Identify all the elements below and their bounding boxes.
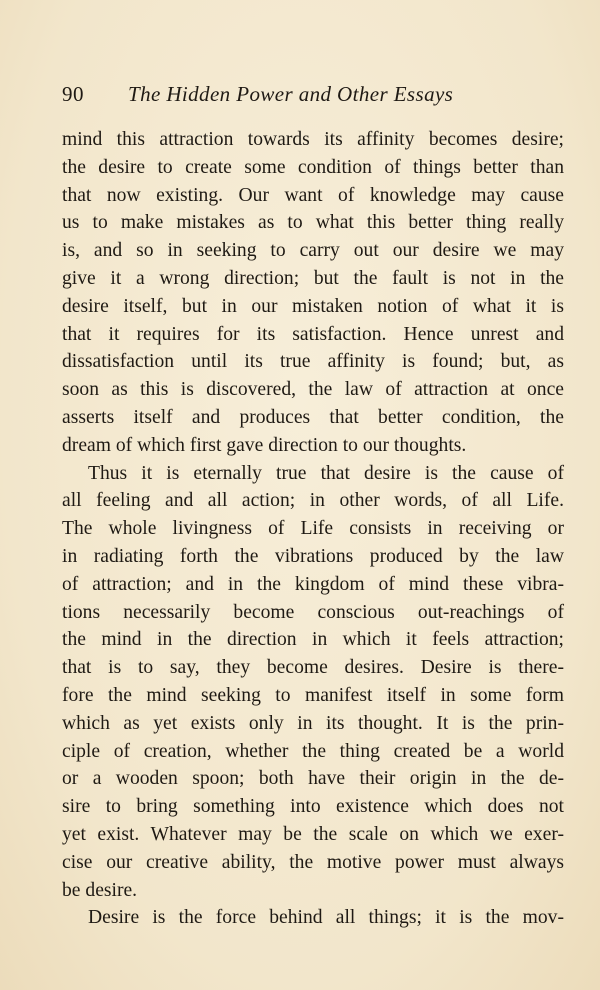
text-line: Desire is the force behind all things; it is the mov- bbox=[88, 907, 564, 929]
text-line: all feeling and all action; in other words, of all Life. bbox=[62, 490, 564, 512]
text-line: of attraction; and in the kingdom of mind these vibra- bbox=[62, 573, 564, 595]
text-line: sire to bring something into existence which does not bbox=[62, 796, 564, 818]
text-line: fore the mind seeking to manifest itself in some form bbox=[62, 684, 564, 706]
paragraph-2 bbox=[62, 460, 564, 905]
text-line: or a wooden spoon; both have their origin in the de- bbox=[62, 768, 564, 790]
running-title: The Hidden Power and Other Essays bbox=[128, 82, 454, 106]
text-line: us to make mistakes as to what this better thing really bbox=[62, 212, 564, 234]
text-line: cise our creative ability, the motive power must always bbox=[62, 851, 564, 873]
text-line: is, and so in seeking to carry out our desire we may bbox=[62, 240, 564, 262]
text-line: that is to say, they become desires. Desire is there- bbox=[62, 657, 564, 679]
text-line: Thus it is eternally true that desire is the cause of bbox=[88, 462, 564, 484]
text-line: that now existing. Our want of knowledge may cause bbox=[62, 184, 564, 206]
text-line: mind this attraction towards its affinity becomes desire; bbox=[62, 129, 564, 150]
text-line: which as yet exists only in its thought. It is the prin- bbox=[62, 712, 564, 734]
text-line: be desire. bbox=[62, 879, 138, 901]
text-line: The whole livingness of Life consists in receiving or bbox=[62, 518, 564, 540]
paragraph-3 bbox=[62, 904, 564, 932]
text-line: soon as this is discovered, the law of attraction at once bbox=[62, 379, 564, 401]
page-number: 90 bbox=[62, 82, 84, 106]
text-line: in radiating forth the vibrations produced by the law bbox=[62, 545, 564, 567]
body-text bbox=[62, 126, 564, 932]
text-line: that it requires for its satisfaction. Hence unrest and bbox=[62, 323, 564, 345]
text-line: the mind in the direction in which it feels attraction; bbox=[62, 629, 564, 651]
text-line: ciple of creation, whether the thing created be a world bbox=[62, 740, 564, 762]
text-line: dissatisfaction until its true affinity is found; but, as bbox=[62, 351, 564, 373]
text-line: asserts itself and produces that better condition, the bbox=[62, 406, 564, 428]
page-header bbox=[62, 82, 542, 112]
text-line: yet exist. Whatever may be the scale on which we exer- bbox=[62, 823, 564, 845]
text-line: desire itself, but in our mistaken notion of what it is bbox=[62, 295, 564, 317]
text-line: give it a wrong direction; but the fault is not in the bbox=[62, 267, 564, 289]
text-line: tions necessarily become conscious out-reachings of bbox=[62, 601, 564, 623]
text-line: dream of which first gave direction to our thoughts. bbox=[62, 434, 467, 456]
text-line: the desire to create some condition of things better than bbox=[62, 156, 564, 178]
paragraph-1 bbox=[62, 126, 564, 460]
